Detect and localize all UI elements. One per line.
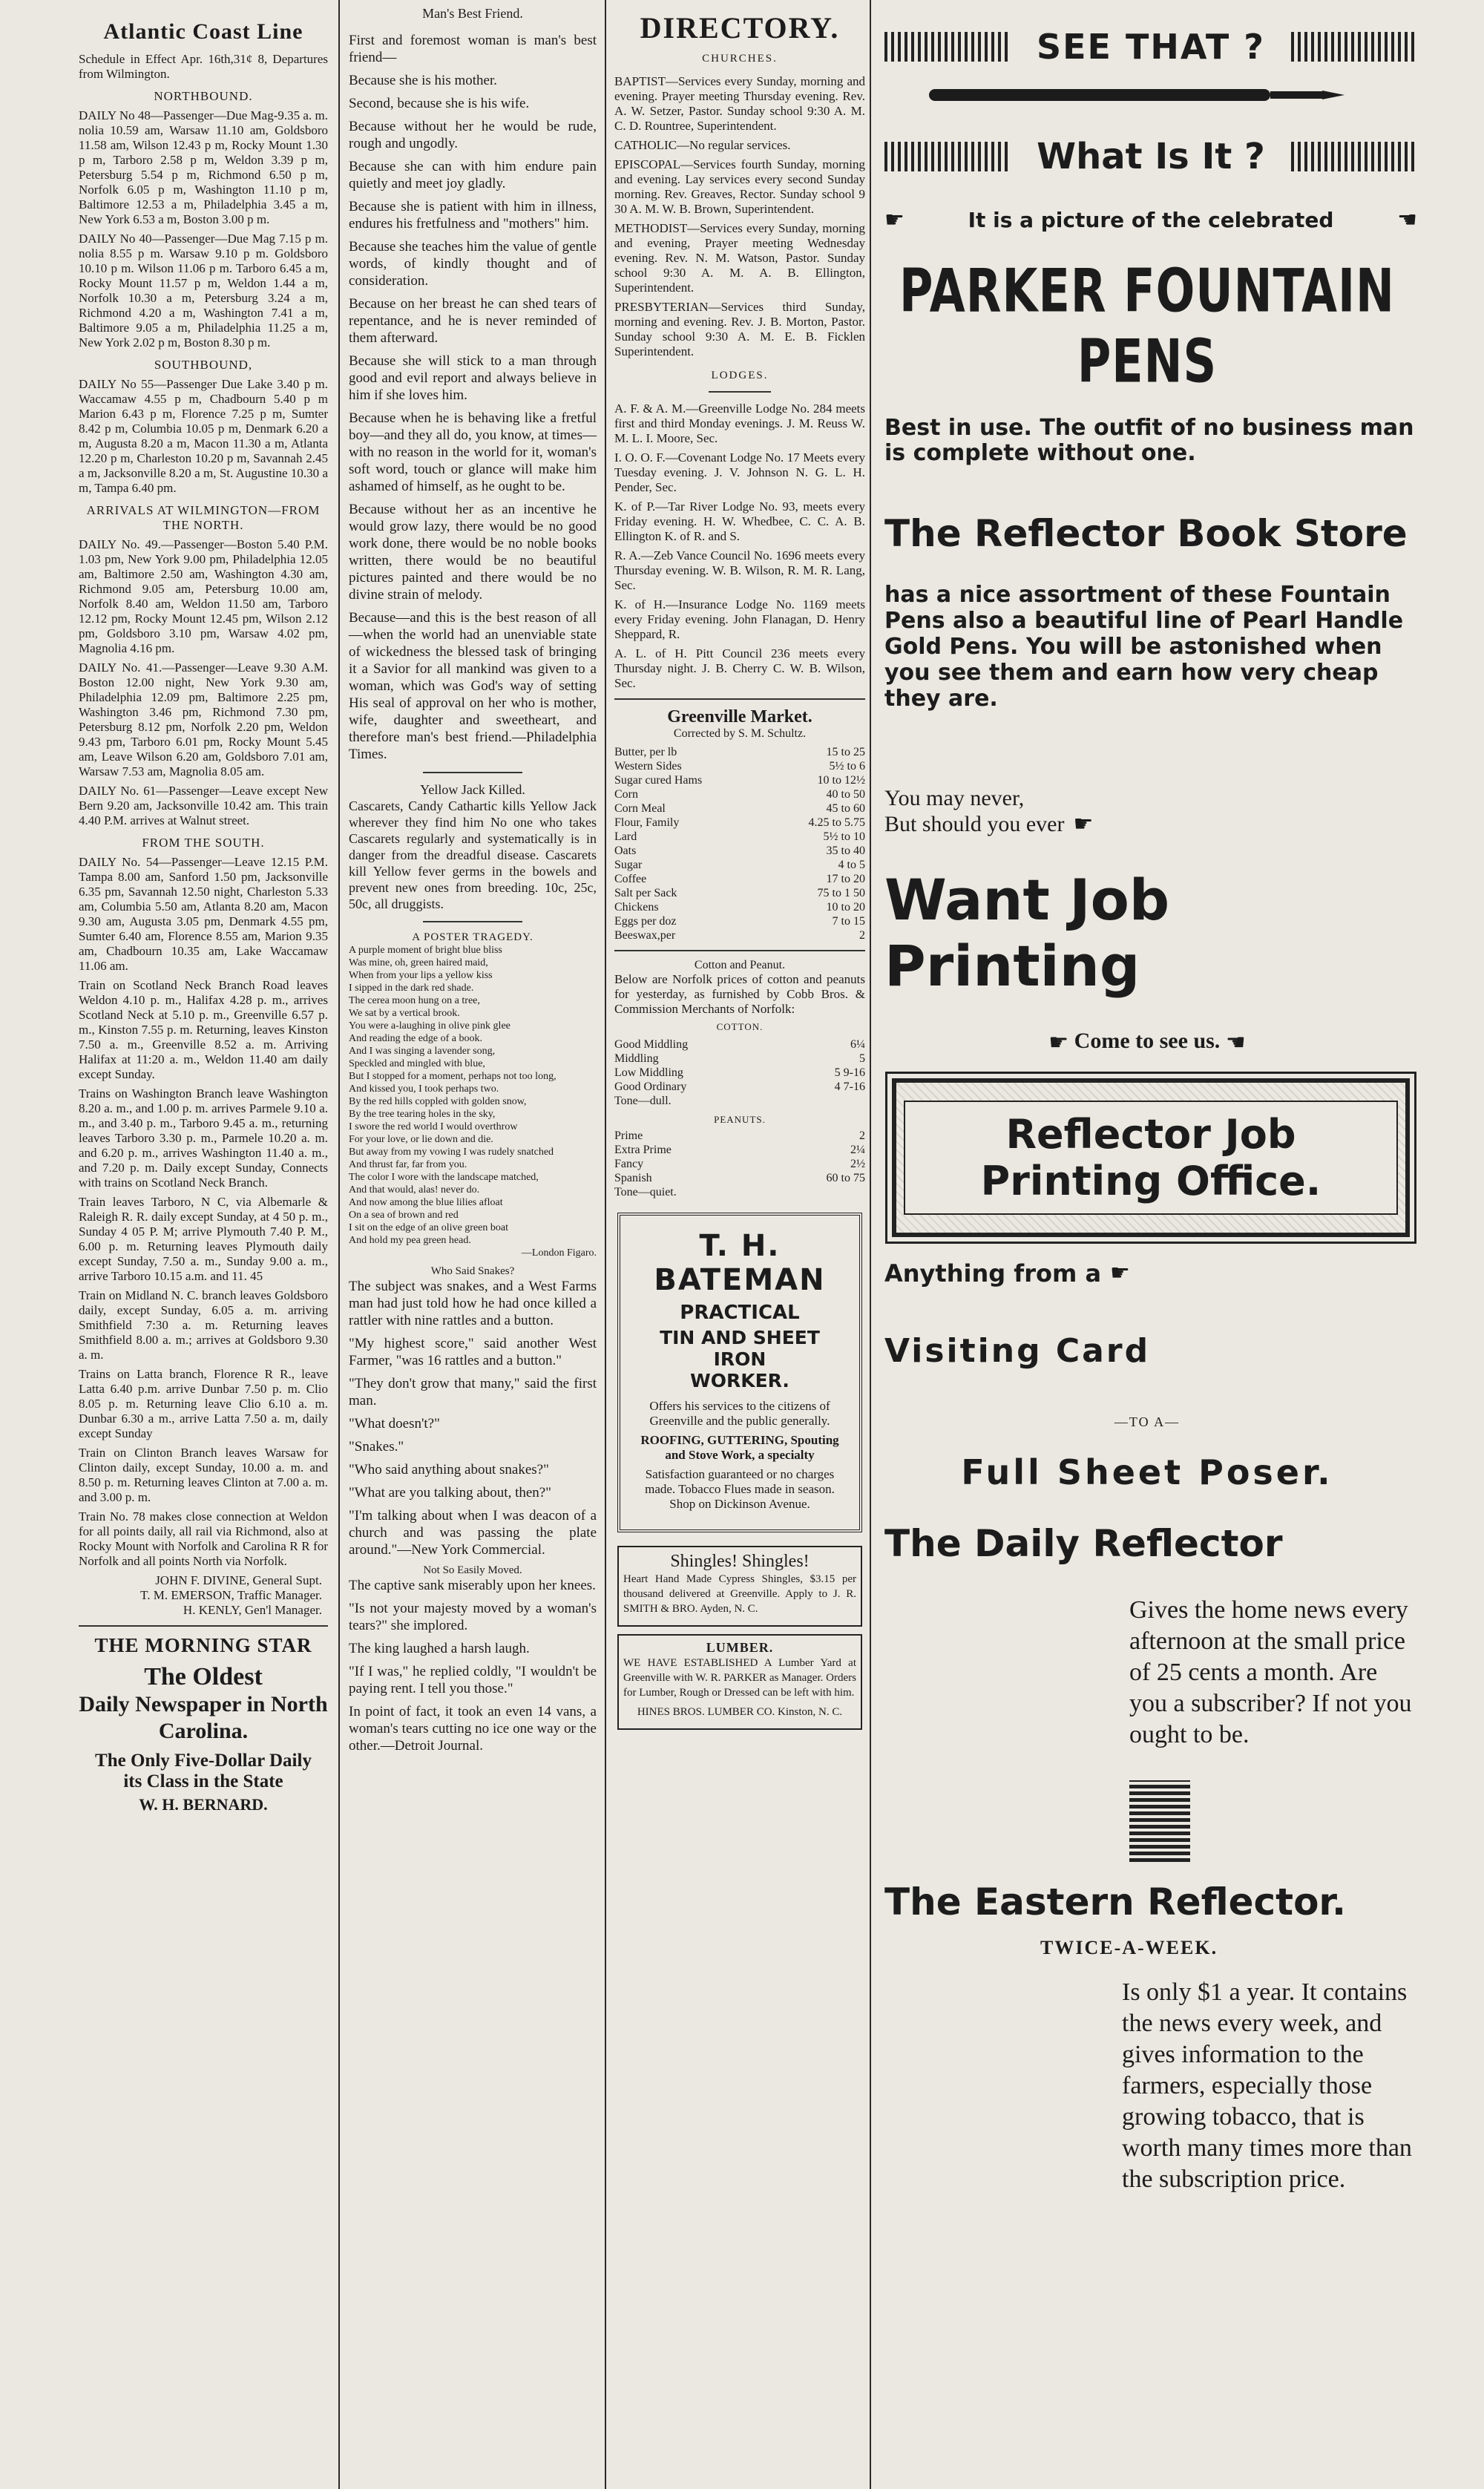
directory-entry: A. F. & A. M.—Greenville Lodge No. 284 meets first and third Monday evenings. J. M. Reuss W. M. L. I. Moore, Sec.: [614, 401, 865, 445]
market-item: Lard: [614, 830, 637, 843]
market-row: [614, 914, 865, 928]
market-row: [614, 830, 865, 844]
peanut-row: [614, 1143, 865, 1157]
pointing-hand-icon: ☛: [1048, 1030, 1069, 1055]
directory-entry: EPISCOPAL—Services fourth Sunday, morning and evening. Lay services every second Sunday morning. Rev. Greaves, Rector. Sunday school 9 30 A. M. W. B. Brown, Superintendent.: [614, 157, 865, 216]
morning-star-line: its Class in the State: [123, 1771, 283, 1791]
bookstore-heading: The Reflector Book Store: [884, 512, 1408, 555]
should-you-line: [884, 811, 1417, 837]
signature: JOHN F. DIVINE, General Supt.: [155, 1573, 322, 1587]
story-paragraph: Second, because she is his wife.: [349, 96, 530, 111]
poem-line: By the red hills coppled with golden snow,: [349, 1096, 527, 1107]
poem-line: And kissed you, I took perhaps two.: [349, 1083, 499, 1095]
bateman-line: WORKER.: [690, 1370, 789, 1391]
story-paragraph: Because she will stick to a man through good and evil report and always believe in him if she loves him.: [349, 353, 597, 403]
story-paragraph: The king laughed a harsh laugh.: [349, 1641, 530, 1656]
arrivals-heading: ARRIVALS AT WILMINGTON—FROM THE NORTH.: [86, 503, 321, 532]
train-paragraph: DAILY No. 61—Passenger—Leave except New Bern 9.20 am, Jacksonville 10.42 am. This train 4.40 P.M. arrives at Walnut street.: [79, 784, 328, 827]
market-item: Flour, Family: [614, 816, 680, 829]
market-row: [614, 745, 865, 759]
market-price: 10 to 20: [826, 901, 865, 914]
divider: [614, 950, 865, 951]
market-item: Corn Meal: [614, 802, 666, 815]
story-paragraph: "They don't grow that many," said the first man.: [349, 1376, 597, 1409]
market-price: 15 to 25: [826, 746, 865, 758]
anything-from-line: [884, 1259, 1417, 1288]
directory-entry: PRESBYTERIAN—Services third Sunday, morning and evening. Rev. J. B. Morton, Pastor. Sunday school 9:30 A. M. E. B. Ficklen Superintendent.: [614, 300, 865, 358]
story-title: Who Said Snakes?: [430, 1265, 515, 1277]
train-paragraph: DAILY No. 49.—Passenger—Boston 5.40 P.M. 1.03 pm, New York 9.00 pm, Philadelphia 12.05 am, Baltimore 2.50 am, Washington 4.30 am, Richmond 9.05 am, Petersburg 10.00 am, Norfolk 8.40 am, Weldon 11.50 am, Tarboro 12.12 pm, Rocky Mount 12.45 pm, Wilson 2.12 pm, Goldsboro 3.10 pm, Warsaw 4.02 pm, Magnolia 4.16 pm.: [79, 537, 328, 655]
pointing-hand-icon: ☛: [1073, 812, 1094, 836]
visiting-card-text: Visiting Card: [884, 1331, 1151, 1370]
market-price: 4 7-16: [834, 1080, 865, 1093]
market-price: 5 9-16: [834, 1066, 865, 1079]
market-price: 35 to 40: [826, 845, 865, 857]
should-you-text: But should you ever: [884, 811, 1065, 836]
market-item: Extra Prime: [614, 1144, 672, 1156]
story-paragraph: In point of fact, it took an even 14 vans, a woman's tears cutting no ice one way or the other.—Detroit Journal.: [349, 1704, 597, 1754]
column-rule: [338, 0, 340, 2489]
directory-entry: K. of P.—Tar River Lodge No. 93, meets every Friday evening. H. W. Whedbee, C. C. A. B. Ellington K. of R. and S.: [614, 499, 865, 543]
story-paragraph: Because she can with him endure pain quietly and meet joy gladly.: [349, 159, 597, 191]
ornament-pattern: [1291, 32, 1417, 62]
story-paragraph: Because—and this is the best reason of all—when the world had an unenviable state of wickedness the blessed task of bringing it a Savior for all mankind was given to a woman, which was God's way of setting His seal of approval on her who is mother, wife, daughter and sweetheart, and therefore man's best friend.—Philadelphia Times.: [349, 610, 597, 762]
poem-line: A purple moment of bright blue bliss: [349, 945, 502, 956]
market-item: Eggs per doz: [614, 915, 677, 928]
cotton-row: [614, 1094, 865, 1108]
divider: [709, 391, 772, 393]
full-sheet-text: Full Sheet Poser.: [961, 1452, 1333, 1492]
poem-line: I sipped in the dark red shade.: [349, 983, 474, 994]
market-item: Middling: [614, 1052, 659, 1065]
want-job-printing-heading: Want Job Printing: [884, 867, 1170, 999]
morning-star-title: THE MORNING STAR: [94, 1634, 312, 1656]
ornament-pattern: [1291, 142, 1417, 171]
story-paragraph: Because without her he would be rude, rough and ungodly.: [349, 119, 597, 151]
bateman-text: Satisfaction guaranteed or no charges made. Tobacco Flues made in season. Shop on Dickinson Avenue.: [645, 1467, 835, 1511]
market-row: [614, 816, 865, 830]
picture-text: It is a picture of the celebrated: [968, 208, 1334, 232]
train-paragraph: Trains on Latta branch, Florence R R., leave Latta 6.40 p.m. arrive Dunbar 7.50 p. m. Clio 8.05 p. m. Returning leave Clio 6.10 a. m. Dunbar 6.30 a m., arrive Latta 7.50 a. m, daily except Sunday: [79, 1367, 328, 1440]
lumber-text: WE HAVE ESTABLISHED A Lumber Yard at Greenville with W. R. PARKER as Manager. Orders for Lumber, Rough or Dressed can be left with him.: [623, 1657, 856, 1699]
bateman-line: PRACTICAL: [680, 1302, 800, 1324]
story-title: Yellow Jack Killed.: [420, 782, 525, 797]
story-paragraph: "Snakes.": [349, 1439, 404, 1455]
cotton-title: Cotton and Peanut.: [694, 959, 786, 971]
signature: T. M. EMERSON, Traffic Manager.: [140, 1588, 322, 1602]
directory-entry: METHODIST—Services every Sunday, morning and evening, Prayer meeting Wednesday evening. Rev. N. M. Watson, Pastor. Sunday school 9:30 A. M. A. B. Ellington, Superintendent.: [614, 221, 865, 295]
market-item: Good Middling: [614, 1038, 689, 1051]
shingles-title: Shingles! Shingles!: [670, 1552, 810, 1571]
poem-credit: —London Figaro.: [521, 1247, 597, 1259]
bateman-name: T. H. BATEMAN: [654, 1229, 826, 1297]
story-paragraph: Because she teaches him the value of gentle words, of kindly thought and of consideration.: [349, 239, 597, 289]
directory-entry: A. L. of H. Pitt Council 236 meets every Thursday night. J. B. Cherry C. W. B. Wilson, Sec.: [614, 646, 865, 690]
picture-line: [884, 207, 1417, 233]
northbound-heading: NORTHBOUND.: [154, 89, 253, 103]
poem-line: Speckled and mingled with blue,: [349, 1058, 485, 1069]
market-item: Chickens: [614, 901, 659, 914]
story-paragraph: First and foremost woman is man's best friend—: [349, 33, 597, 65]
morning-star-line: Daily Newspaper in North Carolina.: [79, 1692, 328, 1743]
market-item: Western Sides: [614, 760, 682, 773]
market-item: Coffee: [614, 873, 647, 885]
poem-line: By the tree tearing holes in the sky,: [349, 1109, 496, 1120]
poem-line: Was mine, oh, green haired maid,: [349, 957, 488, 968]
poem-line: And that would, alas! never do.: [349, 1184, 480, 1196]
what-is-it-banner: [884, 136, 1417, 177]
cotton-row: [614, 1066, 865, 1080]
poem-line: For your love, or lie down and die.: [349, 1134, 493, 1145]
column-directory: [608, 0, 873, 2489]
bookstore-text: has a nice assortment of these Fountain Pens also a beautiful line of Pearl Handle Gold Pens. You will be astonished when you see them and earn how very cheap they are.: [884, 582, 1404, 712]
bateman-text: Offers his services to the citizens of Greenville and the public generally.: [649, 1399, 830, 1428]
lumber-title: LUMBER.: [706, 1640, 774, 1655]
story-paragraph: The subject was snakes, and a West Farms man had just told how he had once killed a rattler with nine rattles and a button.: [349, 1279, 597, 1328]
eastern-reflector-heading: The Eastern Reflector.: [884, 1880, 1346, 1924]
story-paragraph: "My highest score," said another West Farmer, "was 16 rattles and a button.": [349, 1336, 597, 1368]
job-printing-office-inner: [904, 1101, 1398, 1215]
poem-line: We sat by a vertical brook.: [349, 1008, 460, 1019]
market-item: Prime: [614, 1129, 643, 1142]
train-paragraph: DAILY No 55—Passenger Due Lake 3.40 p m. Waccamaw 4.55 p m, Chadbourn 5.40 p m Marion 6.43 p m, Florence 7.25 p m, Sumter 8.42 p m, Columbia 10.05 p m, Denmark 6.20 a m, Augusta 8.20 a m, Macon 11.30 a m, Atlanta 12.20 p m, Charleston 10.20 p m, Savannah 2.45 a m, Jacksonville 8.20 a m, St. Augustine 10.30 a m, Tampa 6.40 pm.: [79, 377, 328, 495]
market-item: Tone—quiet.: [614, 1186, 677, 1198]
story-title: Man's Best Friend.: [422, 6, 523, 21]
story-paragraph: "Is not your majesty moved by a woman's tears?" she implored.: [349, 1601, 597, 1633]
market-item: Corn: [614, 788, 638, 801]
pointing-hand-icon: ☛: [884, 208, 904, 232]
cotton-row: [614, 1080, 865, 1094]
story-paragraph: Because she is patient with him in illness, endures his fretfulness and "mothers" him.: [349, 199, 597, 232]
poem-line: And hold my pea green head.: [349, 1235, 471, 1246]
see-that-heading: SEE THAT ?: [1037, 27, 1265, 67]
market-row: [614, 787, 865, 801]
market-price: 2: [859, 929, 865, 942]
cotton-label: COTTON.: [716, 1021, 764, 1032]
eastern-reflector-text: Is only $1 a year. It contains the news every week, and gives information to the farmers, especially those growing tobacco, that is worth many times more than the subscription price.: [1122, 1978, 1412, 2193]
market-price: 2: [859, 1129, 865, 1142]
market-item: Salt per Sack: [614, 887, 677, 899]
market-price: 4.25 to 5.75: [808, 816, 865, 829]
train-paragraph: Trains on Washington Branch leave Washington 8.20 a. m., and 1.00 p. m. arrives Parmele 9.10 a. m., and 3.40 p. m., Tarboro 9.45 a. m., returning leaves Tarboro 3.30 p. m., Parmele 10.20 a. m. and 6.20 p. m., arrives Washington 11.40 a. m., and 7.20 p. m. Daily except Sunday, Connects with trains on Scotland Neck Branch.: [79, 1086, 328, 1190]
pointing-hand-icon: ☚: [1225, 1030, 1246, 1055]
market-table: [614, 745, 865, 942]
market-row: [614, 886, 865, 900]
peanut-row: [614, 1157, 865, 1171]
fountain-pen-icon: [929, 80, 1345, 110]
bateman-text: ROOFING, GUTTERING, Spouting and Stove Work, a specialty: [640, 1433, 839, 1462]
come-see-us-line: [877, 1029, 1417, 1056]
story-paragraph: "I'm talking about when I was deacon of a church and was passing the plate around."—New York Commercial.: [349, 1508, 597, 1558]
market-item: Good Ordinary: [614, 1080, 687, 1093]
story-title: Not So Easily Moved.: [423, 1564, 522, 1576]
signature: H. KENLY, Gen'l Manager.: [183, 1603, 322, 1617]
pointing-hand-icon: ☛: [1110, 1261, 1130, 1286]
poem-line: But away from my vowing I was rudely snatched: [349, 1147, 554, 1158]
may-never-text: You may never,: [884, 786, 1025, 810]
market-item: Oats: [614, 845, 637, 857]
column-railroad: [74, 0, 335, 2489]
market-item: Tone—dull.: [614, 1095, 672, 1107]
story-paragraph: Because on her breast he can shed tears of repentance, and he is never reminded of them afterward.: [349, 296, 597, 346]
pen-illustration: [929, 80, 1417, 114]
churches-heading: CHURCHES.: [702, 53, 778, 65]
divider: [423, 772, 522, 773]
train-paragraph: Train No. 78 makes close connection at Weldon for all points daily, all rail via Richmond, also at Rocky Mount with Norfolk and Carolina R R for Norfolk and all points North via Norfolk.: [79, 1509, 328, 1568]
market-row: [614, 900, 865, 914]
railroad-title: Atlantic Coast Line: [103, 19, 303, 44]
story-paragraph: "What doesn't?": [349, 1416, 440, 1432]
market-price: 60 to 75: [826, 1172, 865, 1184]
train-paragraph: Train leaves Tarboro, N C, via Albemarle & Raleigh R. R. daily except Sunday, at 4 50 p. m., Sunday 4 05 P. M; arrive Plymouth 7.40 P. M., 6.00 p. m. Returning leaves Plymouth daily except Sunday, 7.50 a. m., Sunday 9.00 a. m., arrive Tarboro 10.15 a.m. and 11. 45: [79, 1195, 328, 1283]
market-subtitle: Corrected by S. M. Schultz.: [673, 727, 807, 740]
poem-line: On a sea of brown and red: [349, 1210, 459, 1221]
poem-line: The color I wore with the landscape matched,: [349, 1172, 539, 1183]
market-title: Greenville Market.: [667, 707, 812, 727]
job-printing-office-heading: Reflector Job Printing Office.: [980, 1110, 1322, 1204]
market-row: [614, 844, 865, 858]
market-price: 6¼: [850, 1038, 865, 1051]
to-a-text: —TO A—: [1114, 1414, 1181, 1429]
pointing-hand-icon: ☚: [1397, 208, 1417, 232]
directory-entry: R. A.—Zeb Vance Council No. 1696 meets every Thursday evening. W. B. Wilson, R. M. R. Lang, Sec.: [614, 548, 865, 592]
story-paragraph: "If I was," he replied coldly, "I wouldn't be paying rent. I tell you those.": [349, 1664, 597, 1696]
column-stories: [343, 0, 604, 2489]
directory-entry: CATHOLIC—No regular services.: [614, 138, 791, 152]
morning-star-line: W. H. BERNARD.: [139, 1795, 268, 1814]
twice-a-week-text: TWICE-A-WEEK.: [1040, 1936, 1218, 1958]
train-paragraph: DAILY No. 54—Passenger—Leave 12.15 P.M. Tampa 8.00 am, Sanford 1.50 pm, Jacksonville 6.35 pm, Savannah 12.50 night, Charleston 5.33 am, Columbia 5.50 am, Atlanta 8.20 am, Macon 9.30 am, Augusta 3.05 pm, Denmark 4.55 pm, Sumter 6.40 am, Florence 8.55 am, Marion 9.35 am, Chadbourn 10.35 am, Lake Waccamaw 11.06 am.: [79, 855, 328, 973]
story-paragraph: The captive sank miserably upon her knees.: [349, 1578, 596, 1593]
directory-entry: K. of H.—Insurance Lodge No. 1169 meets every Friday evening. John Flanagan, D. Henry Sheppard, R.: [614, 597, 865, 641]
daily-reflector-heading: The Daily Reflector: [884, 1521, 1283, 1565]
bateman-ad: [617, 1213, 862, 1532]
anything-from-text: Anything from a: [884, 1259, 1102, 1288]
divider: [79, 1625, 328, 1627]
train-paragraph: DAILY No 48—Passenger—Due Mag-9.35 a. m. nolia 10.59 am, Warsaw 11.10 am, Goldsboro 11.58 am, Wilson 12.43 p m, Rocky Mount 1.30 p m, Tarboro 2.58 p m, Weldon 3.39 p m, Petersburg 5.54 p m, Richmond 6.50 p m, Norfolk 6.05 p m, Washington 11.10 p m, Baltimore 12.53 a m, Philadelphia 3.45 a m, New York 6.53 a m, Boston 3.00 p m.: [79, 108, 328, 226]
shingles-ad: [617, 1546, 862, 1627]
market-item: Sugar cured Hams: [614, 774, 703, 787]
story-paragraph: Because she is his mother.: [349, 73, 497, 88]
market-price: 10 to 12½: [817, 774, 865, 787]
market-item: Sugar: [614, 859, 643, 871]
directory-title: DIRECTORY.: [640, 11, 840, 45]
cotton-intro: Below are Norfolk prices of cotton and peanuts for yesterday, as furnished by Cobb Bros. & Commission Merchants of Norfolk:: [614, 972, 865, 1016]
poem-title: A POSTER TRAGEDY.: [412, 931, 533, 943]
market-price: 4 to 5: [838, 859, 865, 871]
directory-entry: BAPTIST—Services every Sunday, morning and evening. Prayer meeting Thursday evening. Rev. A. W. Setzer, Pastor. Sunday school 9:30 A. M. C. D. Rountree, Superintendent.: [614, 74, 865, 133]
poem-line: When from your lips a yellow kiss: [349, 970, 493, 981]
market-price: 17 to 20: [826, 873, 865, 885]
story-paragraph: Because without her as an incentive he would grow lazy, there would be no good work done, there would be no noble books written, there would be no beautiful pictures painted and there would be no divine strain of melody.: [349, 502, 597, 603]
market-price: 5: [859, 1052, 865, 1065]
lumber-ad: [617, 1634, 862, 1730]
market-row: [614, 858, 865, 872]
poem-line: The cerea moon hung on a tree,: [349, 995, 480, 1006]
market-item: Low Middling: [614, 1066, 683, 1079]
morning-star-line: The Oldest: [144, 1663, 263, 1691]
peanut-label: PEANUTS.: [714, 1114, 766, 1125]
market-price: 75 to 1 50: [817, 887, 865, 899]
poem: [349, 944, 597, 1259]
market-item: Butter, per lb: [614, 746, 677, 758]
market-price: 2¼: [850, 1144, 865, 1156]
cotton-row: [614, 1037, 865, 1052]
market-item: Spanish: [614, 1172, 652, 1184]
market-row: [614, 773, 865, 787]
morning-star-line: The Only Five-Dollar Daily: [95, 1751, 312, 1771]
poem-line: And I was singing a lavender song,: [349, 1046, 496, 1057]
market-row: [614, 801, 865, 816]
story-paragraph: "Who said anything about snakes?": [349, 1462, 549, 1478]
cotton-row: [614, 1052, 865, 1066]
market-price: 7 to 15: [832, 915, 865, 928]
poem-line: But I stopped for a moment, perhaps not too long,: [349, 1071, 556, 1082]
ornament-pattern: [884, 32, 1011, 62]
poem-line: And reading the edge of a book.: [349, 1033, 482, 1044]
market-row: [614, 759, 865, 773]
what-is-it-heading: What Is It ?: [1037, 136, 1265, 177]
stamp-icon: [1129, 1780, 1190, 1862]
column-advertisements: [877, 0, 1484, 2489]
column-rule: [605, 0, 606, 2489]
market-price: 5½ to 10: [823, 830, 865, 843]
market-price: 2½: [850, 1158, 865, 1170]
schedule-note: Schedule in Effect Apr. 16th,31¢ 8, Departures from Wilmington.: [79, 52, 328, 81]
divider: [423, 921, 522, 922]
from-south-heading: FROM THE SOUTH.: [142, 836, 265, 850]
market-item: Beeswax,per: [614, 929, 676, 942]
poem-line: I swore the red world I would overthrow: [349, 1121, 518, 1132]
market-row: [614, 928, 865, 942]
directory-entry: I. O. O. F.—Covenant Lodge No. 17 Meets every Tuesday evening. J. V. Johnson N. G. L. H. Pender, Sec.: [614, 450, 865, 494]
southbound-heading: SOUTHBOUND,: [154, 358, 253, 372]
daily-reflector-text: Gives the home news every afternoon at the small price of 25 cents a month. Are you a subscriber? If not you ought to be.: [1129, 1596, 1412, 1748]
see-that-banner: [884, 27, 1417, 67]
job-printing-office-box: [892, 1078, 1410, 1237]
market-price: 45 to 60: [826, 802, 865, 815]
market-price: 40 to 50: [826, 788, 865, 801]
bateman-line: TIN AND SHEET IRON: [660, 1327, 820, 1370]
come-see-us-text: Come to see us.: [1074, 1029, 1221, 1053]
train-paragraph: DAILY No. 41.—Passenger—Leave 9.30 A.M. Boston 12.00 night, New York 9.30 am, Philadelphia 12.09 pm, Baltimore 2.25 pm, Washington 3.46 pm, Richmond 7.30 pm, Petersburg 8.12 pm, Norfolk 2.20 pm, Weldon 9.43 pm, Tarboro 6.01 pm, Rocky Mount 5.45 am, Leave Wilson 6.20 am, Goldsboro 7.01 am, Warsaw 7.53 am, Magnolia 8.05 am.: [79, 660, 328, 778]
peanut-row: [614, 1171, 865, 1185]
parker-pens-heading: PARKER FOUNTAIN PENS: [899, 255, 1395, 396]
story-paragraph: "What are you talking about, then?": [349, 1485, 551, 1501]
poem-line: And now among the blue lilies afloat: [349, 1197, 503, 1208]
train-paragraph: Train on Clinton Branch leaves Warsaw for Clinton daily, except Sunday, 10.00 a. m. and 8.50 p. m. Returning leaves Clinton at 7.00 a. m. and 3.00 p. m.: [79, 1446, 328, 1504]
poem-line: I sit on the edge of an olive green boat: [349, 1222, 508, 1233]
peanut-row: [614, 1129, 865, 1143]
shingles-text: Heart Hand Made Cypress Shingles, $3.15 per thousand delivered at Greenville. Apply to J. R. SMITH & BRO. Ayden, N. C.: [623, 1573, 856, 1615]
market-price: 5½ to 6: [829, 760, 865, 773]
peanut-row: [614, 1185, 865, 1199]
story-paragraph: Cascarets, Candy Cathartic kills Yellow Jack wherever they find him No one who takes Cascarets regularly and systematically is in danger from the dreadful disease. Cascarets kill Yellow fever germs in the bowels and prevent new ones from breeding. 10c, 25c, 50c, all druggists.: [349, 798, 597, 911]
ornament-pattern: [884, 142, 1011, 171]
train-paragraph: DAILY No 40—Passenger—Due Mag 7.15 p m. nolia 8.55 p m. Warsaw 9.10 p m. Goldsboro 10.10 p m. Wilson 11.06 p m. Tarboro 6.45 a m, Rocky Mount 11.57 p m, Weldon 1.44 a m, Norfolk 10.30 a m, Petersburg 3.24 a m, Richmond 4.20 a m, Washington 7.41 a m, Baltimore 9.05 a m, Philadelphia 11.25 a m, New York 2.02 p m, Boston 8.30 p m.: [79, 232, 328, 350]
lumber-signature: HINES BROS. LUMBER CO. Kinston, N. C.: [637, 1706, 843, 1718]
printers-stamp: [1129, 1780, 1417, 1866]
divider: [614, 698, 865, 700]
market-item: Fancy: [614, 1158, 644, 1170]
best-in-use-text: Best in use. The outfit of no business man is complete without one.: [884, 415, 1414, 466]
poem-line: You were a-laughing in olive pink glee: [349, 1020, 510, 1032]
poem-line: And thrust far, far from you.: [349, 1159, 467, 1170]
lodges-heading: LODGES.: [711, 370, 769, 381]
story-paragraph: Because when he is behaving like a fretful boy—and they all do, you know, at times—with no reason in the world for it, woman's soft word, touch or glance will make him ashamed of himself, as he ought to be.: [349, 410, 597, 494]
market-row: [614, 872, 865, 886]
train-paragraph: Train on Scotland Neck Branch Road leaves Weldon 4.10 p. m., Halifax 4.28 p. m., arrives Scotland Neck at 5.10 p. m., Greenville 6.57 p. m., Kinston 7.55 p. m. Returning, leaves Kinston 7.50 a. m., Greenville 8.52 a. m. Arriving Halifax at 11:20 a. m., Weldon 11.40 am daily except Sunday.: [79, 978, 328, 1081]
train-paragraph: Train on Midland N. C. branch leaves Goldsboro daily, except Sunday, 6.05 a. m. arriving Smithfield 7:30 a. m. Returning leaves Smithfield 8.00 a. m.; arrives at Goldsboro 9.30 a. m.: [79, 1288, 328, 1362]
